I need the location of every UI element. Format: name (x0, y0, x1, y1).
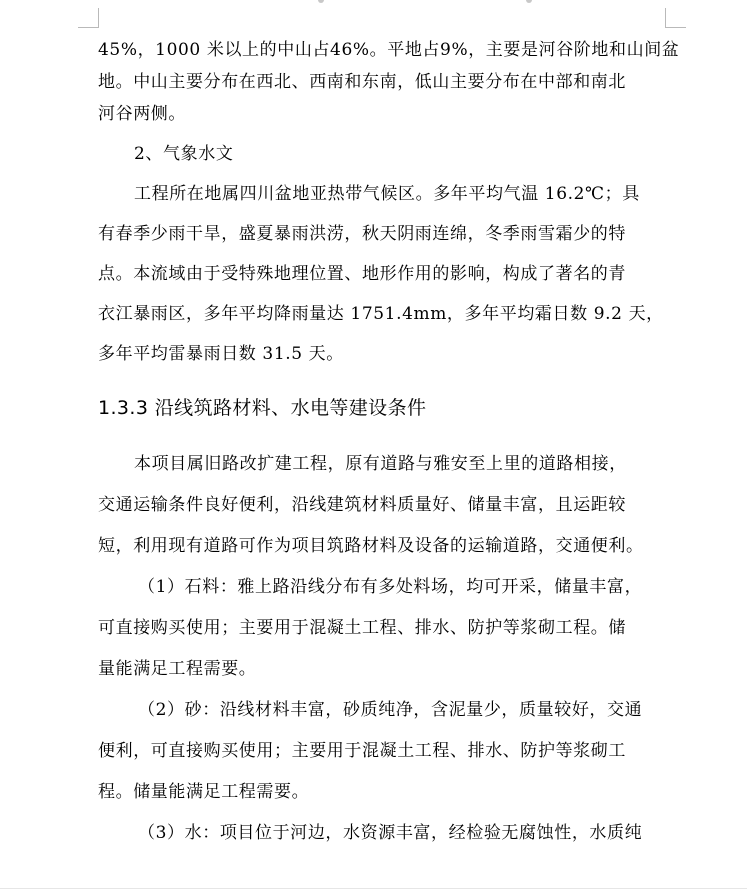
page-top-marker (318, 0, 324, 3)
text-line: 多年平均雷暴雨日数 31.5 天。 (98, 344, 344, 364)
text-line: 河谷两侧。 (98, 104, 186, 124)
text-line: （3）水：项目位于河边，水资源丰富，经检验无腐蚀性，水质纯 (138, 823, 643, 843)
text-line: （1）石料：雅上路沿线分布有多处料场，均可开采，储量丰富， (138, 577, 643, 597)
text-line: 点。本流域由于受特殊地理位置、地形作用的影响，构成了著名的青 (98, 264, 626, 284)
margin-corner-mark (665, 8, 666, 28)
text-line: （2）砂：沿线材料丰富，砂质纯净，含泥量少，质量较好，交通 (138, 700, 643, 720)
margin-corner-mark (78, 27, 99, 28)
text-line: 地。中山主要分布在西北、西南和东南，低山主要分布在中部和南北 (98, 72, 626, 92)
text-line: 量能满足工程需要。 (98, 659, 257, 679)
text-line: 工程所在地属四川盆地亚热带气候区。多年平均气温 16.2℃；具 (134, 184, 640, 204)
text-line: 便利，可直接购买使用；主要用于混凝土工程、排水、防护等浆砌工 (98, 741, 626, 761)
text-line: 程。储量能满足工程需要。 (98, 782, 310, 802)
page-top-marker (526, 0, 532, 3)
margin-corner-mark (98, 8, 99, 28)
text-line: 可直接购买使用；主要用于混凝土工程、排水、防护等浆砌工程。储 (98, 618, 626, 638)
text-line: 45%，1000 米以上的中山占46%。平地占9%，主要是河谷阶地和山间盆 (98, 40, 680, 60)
text-line: 有春季少雨干旱，盛夏暴雨洪涝，秋天阴雨连绵，冬季雨雪霜少的特 (98, 224, 626, 244)
text-line: 短，利用现有道路可作为项目筑路材料及设备的运输道路，交通便利。 (98, 536, 644, 556)
text-line: 交通运输条件良好便利，沿线建筑材料质量好、储量丰富，且运距较 (98, 495, 626, 515)
document-body[interactable] (98, 34, 680, 849)
text-line: 衣江暴雨区，多年平均降雨量达 1751.4mm，多年平均霜日数 9.2 天， (98, 304, 664, 324)
subheading-climate-hydrology: 2、气象水文 (134, 144, 234, 164)
margin-corner-mark (665, 27, 686, 28)
section-heading: 1.3.3 沿线筑路材料、水电等建设条件 (98, 397, 427, 419)
text-line: 本项目属旧路改扩建工程，原有道路与雅安至上里的道路相接， (134, 454, 627, 474)
